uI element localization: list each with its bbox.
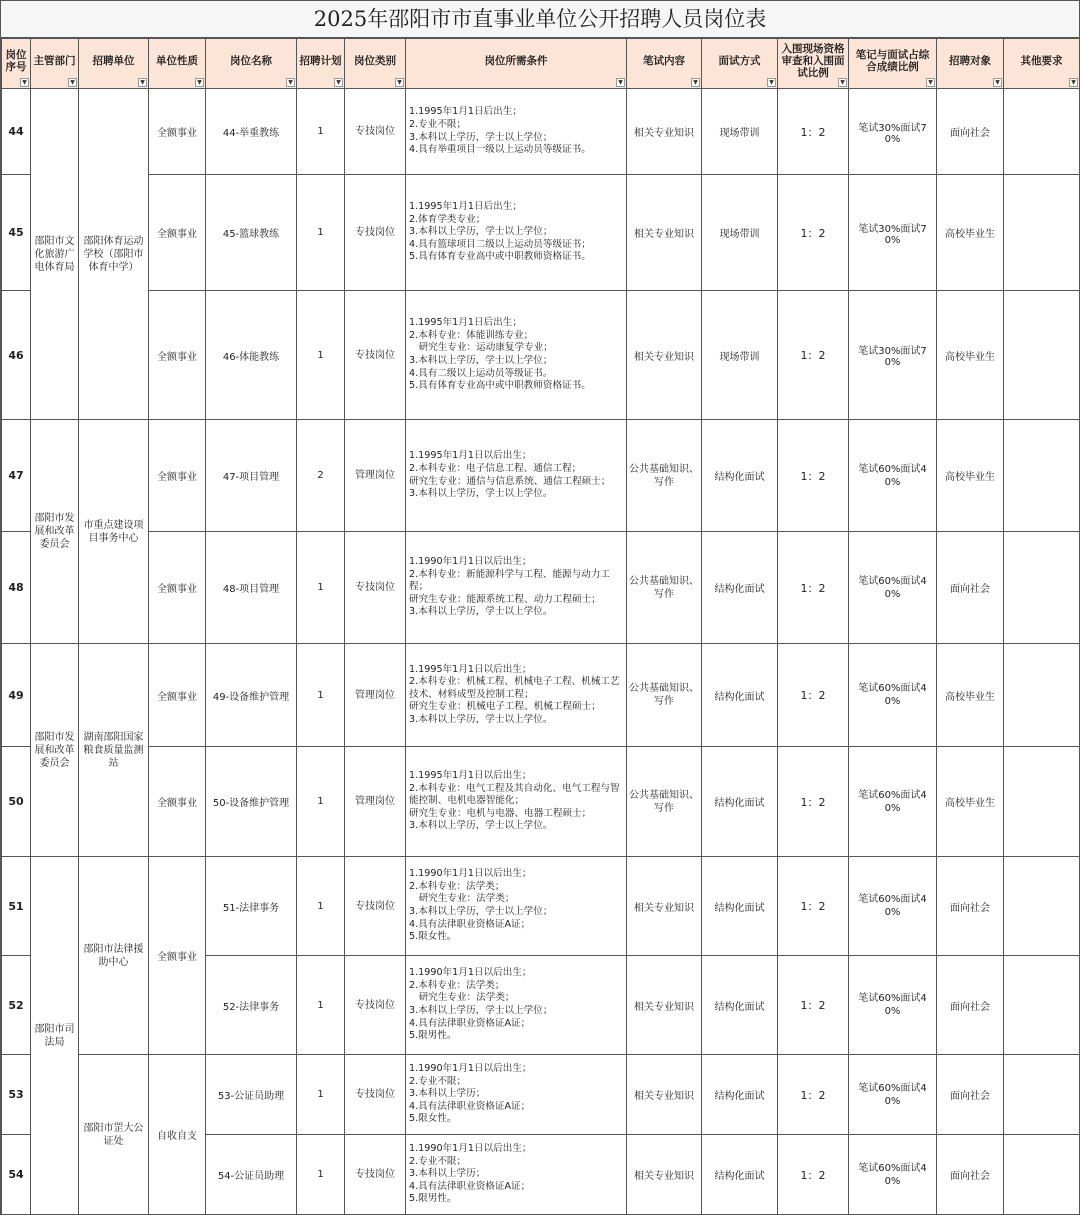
- job-table: [1, 38, 1080, 1215]
- cell-other: [1004, 532, 1080, 644]
- cell-post: 44-举重教练: [206, 89, 297, 175]
- cell-plan: 1: [297, 956, 345, 1055]
- cell-post: 48-项目管理: [206, 532, 297, 644]
- cell-post: 54-公证员助理: [206, 1135, 297, 1215]
- header-dept: 主管部门 ▼: [31, 39, 79, 89]
- cell-seq: 45: [2, 175, 31, 291]
- cell-category: 专技岗位: [345, 291, 406, 420]
- table-row: [2, 857, 1080, 956]
- cell-nature: 全额事业: [149, 89, 206, 175]
- table-row: [2, 1055, 1080, 1135]
- cell-conditions: 1.1995年1月1日后出生； 2.本科专业：体能训练专业； 研究生专业：运动康复学专业； 3.本科以上学历，学士以上学位； 4.具有二级以上运动员等级证书。 5.具有体育专业高中或中职教师资格证书。: [406, 291, 627, 420]
- cell-plan: 1: [297, 747, 345, 857]
- cell-ratio: 1：2: [778, 857, 849, 956]
- cell-category: 专技岗位: [345, 1055, 406, 1135]
- cell-post: 47-项目管理: [206, 420, 297, 532]
- cell-seq: 48: [2, 532, 31, 644]
- header-weight: 笔记与面试占综合成绩比例 ▼: [849, 39, 937, 89]
- cell-ratio: 1：2: [778, 89, 849, 175]
- filter-dropdown-icon[interactable]: ▼: [20, 78, 29, 87]
- filter-dropdown-icon[interactable]: ▼: [334, 78, 343, 87]
- cell-post: 46-体能教练: [206, 291, 297, 420]
- header-nature: 单位性质 ▼: [149, 39, 206, 89]
- filter-dropdown-icon[interactable]: ▼: [395, 78, 404, 87]
- cell-category: 专技岗位: [345, 175, 406, 291]
- cell-interview: 现场带训: [702, 175, 778, 291]
- cell-seq: 47: [2, 420, 31, 532]
- filter-dropdown-icon[interactable]: ▼: [68, 78, 77, 87]
- cell-dept: 邵阳市发展和改革委员会: [31, 420, 79, 644]
- cell-seq: 46: [2, 291, 31, 420]
- filter-dropdown-icon[interactable]: ▼: [926, 78, 935, 87]
- cell-plan: 1: [297, 89, 345, 175]
- cell-target: 高校毕业生: [937, 747, 1004, 857]
- cell-target: 面向社会: [937, 532, 1004, 644]
- cell-weight: 笔试30%面试70%: [849, 291, 937, 420]
- cell-other: [1004, 175, 1080, 291]
- filter-dropdown-icon[interactable]: ▼: [195, 78, 204, 87]
- cell-other: [1004, 1135, 1080, 1215]
- cell-plan: 1: [297, 857, 345, 956]
- cell-post: 49-设备维护管理: [206, 644, 297, 747]
- cell-interview: 结构化面试: [702, 1135, 778, 1215]
- cell-post: 45-篮球教练: [206, 175, 297, 291]
- header-category: 岗位类别 ▼: [345, 39, 406, 89]
- cell-nature: 全额事业: [149, 291, 206, 420]
- cell-other: [1004, 956, 1080, 1055]
- cell-written: 公共基础知识、写作: [627, 644, 702, 747]
- cell-ratio: 1：2: [778, 644, 849, 747]
- cell-other: [1004, 291, 1080, 420]
- cell-unit: 市重点建设项目事务中心: [79, 420, 149, 644]
- cell-ratio: 1：2: [778, 175, 849, 291]
- cell-ratio: 1：2: [778, 747, 849, 857]
- cell-weight: 笔试60%面试40%: [849, 956, 937, 1055]
- cell-interview: 现场带训: [702, 89, 778, 175]
- header-interview: 面试方式 ▼: [702, 39, 778, 89]
- cell-unit: 邵阳市法律援助中心: [79, 857, 149, 1055]
- cell-category: 专技岗位: [345, 89, 406, 175]
- cell-written: 相关专业知识: [627, 1135, 702, 1215]
- cell-conditions: 1.1995年1月1日以后出生； 2.本科专业：电子信息工程、通信工程； 研究生专业：通信与信息系统、通信工程硕士； 3.本科以上学历，学士以上学位。: [406, 420, 627, 532]
- cell-interview: 结构化面试: [702, 747, 778, 857]
- cell-written: 相关专业知识: [627, 956, 702, 1055]
- header-plan: 招聘计划 ▼: [297, 39, 345, 89]
- cell-dept: 邵阳市发展和改革委员会: [31, 644, 79, 857]
- cell-weight: 笔试60%面试40%: [849, 532, 937, 644]
- cell-written: 相关专业知识: [627, 1055, 702, 1135]
- cell-weight: 笔试30%面试70%: [849, 89, 937, 175]
- cell-unit: 邵阳体育运动学校（邵阳市体育中学）: [79, 89, 149, 420]
- cell-conditions: 1.1990年1月1日以后出生； 2.本科专业：法学类； 研究生专业：法学类； 3.本科以上学历，学士以上学位； 4.具有法律职业资格证A证； 5.限男性。: [406, 956, 627, 1055]
- cell-category: 专技岗位: [345, 857, 406, 956]
- cell-plan: 1: [297, 1135, 345, 1215]
- cell-target: 高校毕业生: [937, 291, 1004, 420]
- cell-written: 相关专业知识: [627, 857, 702, 956]
- cell-weight: 笔试60%面试40%: [849, 1135, 937, 1215]
- cell-written: 公共基础知识、写作: [627, 420, 702, 532]
- header-row: [2, 39, 1080, 89]
- cell-target: 高校毕业生: [937, 175, 1004, 291]
- header-post-name: 岗位名称 ▼: [206, 39, 297, 89]
- filter-dropdown-icon[interactable]: ▼: [993, 78, 1002, 87]
- cell-conditions: 1.1990年1月1日以后出生； 2.本科专业：法学类； 研究生专业：法学类； 3.本科以上学历，学士以上学位； 4.具有法律职业资格证A证； 5.限女性。: [406, 857, 627, 956]
- cell-ratio: 1：2: [778, 420, 849, 532]
- cell-conditions: 1.1995年1月1日以后出生； 2.本科专业：电气工程及其自动化、电气工程与智能控制、电机电器智能化； 研究生专业：电机与电器、电器工程硕士； 3.本科以上学历，学士以上学位。: [406, 747, 627, 857]
- cell-other: [1004, 747, 1080, 857]
- cell-conditions: 1.1990年1月1日以后出生； 2.专业不限； 3.本科以上学历； 4.具有法律职业资格证A证； 5.限男性。: [406, 1135, 627, 1215]
- cell-other: [1004, 857, 1080, 956]
- cell-category: 管理岗位: [345, 644, 406, 747]
- cell-weight: 笔试60%面试40%: [849, 857, 937, 956]
- cell-category: 专技岗位: [345, 1135, 406, 1215]
- header-conditions: 岗位所需条件 ▼: [406, 39, 627, 89]
- cell-nature: 全额事业: [149, 644, 206, 747]
- cell-conditions: 1.1995年1月1日后出生； 2.体育学类专业； 3.本科以上学历，学士以上学位； 4.具有篮球项目二级以上运动员等级证书； 5.具有体育专业高中或中职教师资格证书。: [406, 175, 627, 291]
- filter-dropdown-icon[interactable]: ▼: [1069, 78, 1078, 87]
- cell-ratio: 1：2: [778, 291, 849, 420]
- cell-seq: 50: [2, 747, 31, 857]
- filter-dropdown-icon[interactable]: ▼: [838, 78, 847, 87]
- cell-nature: 全额事业: [149, 857, 206, 1055]
- cell-interview: 结构化面试: [702, 1055, 778, 1135]
- table-row: [2, 532, 1080, 644]
- table-row: [2, 747, 1080, 857]
- filter-dropdown-icon[interactable]: ▼: [767, 78, 776, 87]
- cell-unit: 湖南邵阳国家粮食质量监测站: [79, 644, 149, 857]
- cell-plan: 1: [297, 1055, 345, 1135]
- filter-dropdown-icon[interactable]: ▼: [691, 78, 700, 87]
- cell-category: 管理岗位: [345, 420, 406, 532]
- header-other: 其他要求 ▼: [1004, 39, 1080, 89]
- cell-unit: 邵阳市罡大公证处: [79, 1055, 149, 1215]
- cell-post: 53-公证员助理: [206, 1055, 297, 1135]
- cell-conditions: 1.1990年1月1日以后出生； 2.本科专业：新能源科学与工程、能源与动力工程； 研究生专业：能源系统工程、动力工程硕士； 3.本科以上学历，学士以上学位。: [406, 532, 627, 644]
- cell-target: 面向社会: [937, 956, 1004, 1055]
- cell-target: 面向社会: [937, 89, 1004, 175]
- cell-nature: 自收自支: [149, 1055, 206, 1215]
- cell-category: 专技岗位: [345, 532, 406, 644]
- cell-nature: 全额事业: [149, 420, 206, 532]
- header-ratio: 入围现场资格审查和入围面试比例 ▼: [778, 39, 849, 89]
- header-seq: 岗位序号 ▼: [2, 39, 31, 89]
- cell-dept: 邵阳市文化旅游广电体育局: [31, 89, 79, 420]
- cell-target: 高校毕业生: [937, 644, 1004, 747]
- cell-post: 51-法律事务: [206, 857, 297, 956]
- cell-interview: 结构化面试: [702, 532, 778, 644]
- cell-ratio: 1：2: [778, 1135, 849, 1215]
- cell-weight: 笔试30%面试70%: [849, 175, 937, 291]
- cell-seq: 44: [2, 89, 31, 175]
- cell-post: 50-设备维护管理: [206, 747, 297, 857]
- cell-interview: 结构化面试: [702, 420, 778, 532]
- cell-interview: 现场带训: [702, 291, 778, 420]
- header-unit: 招聘单位 ▼: [79, 39, 149, 89]
- header-written: 笔试内容 ▼: [627, 39, 702, 89]
- cell-seq: 54: [2, 1135, 31, 1215]
- cell-interview: 结构化面试: [702, 956, 778, 1055]
- filter-dropdown-icon[interactable]: ▼: [616, 78, 625, 87]
- cell-nature: 全额事业: [149, 532, 206, 644]
- cell-interview: 结构化面试: [702, 644, 778, 747]
- cell-plan: 1: [297, 644, 345, 747]
- table-row: [2, 89, 1080, 175]
- cell-weight: 笔试60%面试40%: [849, 1055, 937, 1135]
- cell-category: 专技岗位: [345, 956, 406, 1055]
- cell-ratio: 1：2: [778, 532, 849, 644]
- cell-written: 公共基础知识、写作: [627, 747, 702, 857]
- cell-target: 高校毕业生: [937, 420, 1004, 532]
- header-target: 招聘对象 ▼: [937, 39, 1004, 89]
- cell-nature: 全额事业: [149, 747, 206, 857]
- cell-other: [1004, 644, 1080, 747]
- cell-interview: 结构化面试: [702, 857, 778, 956]
- cell-seq: 49: [2, 644, 31, 747]
- cell-dept: 邵阳市司法局: [31, 857, 79, 1215]
- cell-target: 面向社会: [937, 857, 1004, 956]
- cell-ratio: 1：2: [778, 1055, 849, 1135]
- cell-seq: 52: [2, 956, 31, 1055]
- cell-seq: 53: [2, 1055, 31, 1135]
- cell-plan: 2: [297, 420, 345, 532]
- cell-weight: 笔试60%面试40%: [849, 747, 937, 857]
- cell-target: 面向社会: [937, 1055, 1004, 1135]
- cell-conditions: 1.1995年1月1日后出生； 2.专业不限； 3.本科以上学历，学士以上学位； 4.具有举重项目一级以上运动员等级证书。: [406, 89, 627, 175]
- cell-nature: 全额事业: [149, 175, 206, 291]
- cell-written: 相关专业知识: [627, 89, 702, 175]
- cell-written: 公共基础知识、写作: [627, 532, 702, 644]
- cell-weight: 笔试60%面试40%: [849, 644, 937, 747]
- cell-other: [1004, 420, 1080, 532]
- page-title: 2025年邵阳市市直事业单位公开招聘人员岗位表: [1, 1, 1079, 38]
- filter-dropdown-icon[interactable]: ▼: [138, 78, 147, 87]
- filter-dropdown-icon[interactable]: ▼: [286, 78, 295, 87]
- cell-plan: 1: [297, 291, 345, 420]
- table-row: [2, 420, 1080, 532]
- table-row: [2, 175, 1080, 291]
- cell-written: 相关专业知识: [627, 291, 702, 420]
- cell-ratio: 1：2: [778, 956, 849, 1055]
- cell-conditions: 1.1990年1月1日以后出生； 2.专业不限； 3.本科以上学历； 4.具有法律职业资格证A证； 5.限女性。: [406, 1055, 627, 1135]
- cell-other: [1004, 89, 1080, 175]
- cell-other: [1004, 1055, 1080, 1135]
- cell-plan: 1: [297, 532, 345, 644]
- cell-category: 管理岗位: [345, 747, 406, 857]
- cell-target: 面向社会: [937, 1135, 1004, 1215]
- cell-weight: 笔试60%面试40%: [849, 420, 937, 532]
- cell-conditions: 1.1995年1月1日以后出生； 2.本科专业：机械工程、机械电子工程、机械工艺技术、材料成型及控制工程； 研究生专业：机械电子工程、机械工程硕士； 3.本科以上学历，学士以上学位。: [406, 644, 627, 747]
- cell-plan: 1: [297, 175, 345, 291]
- table-row: [2, 291, 1080, 420]
- table-row: [2, 644, 1080, 747]
- cell-seq: 51: [2, 857, 31, 956]
- cell-written: 相关专业知识: [627, 175, 702, 291]
- cell-post: 52-法律事务: [206, 956, 297, 1055]
